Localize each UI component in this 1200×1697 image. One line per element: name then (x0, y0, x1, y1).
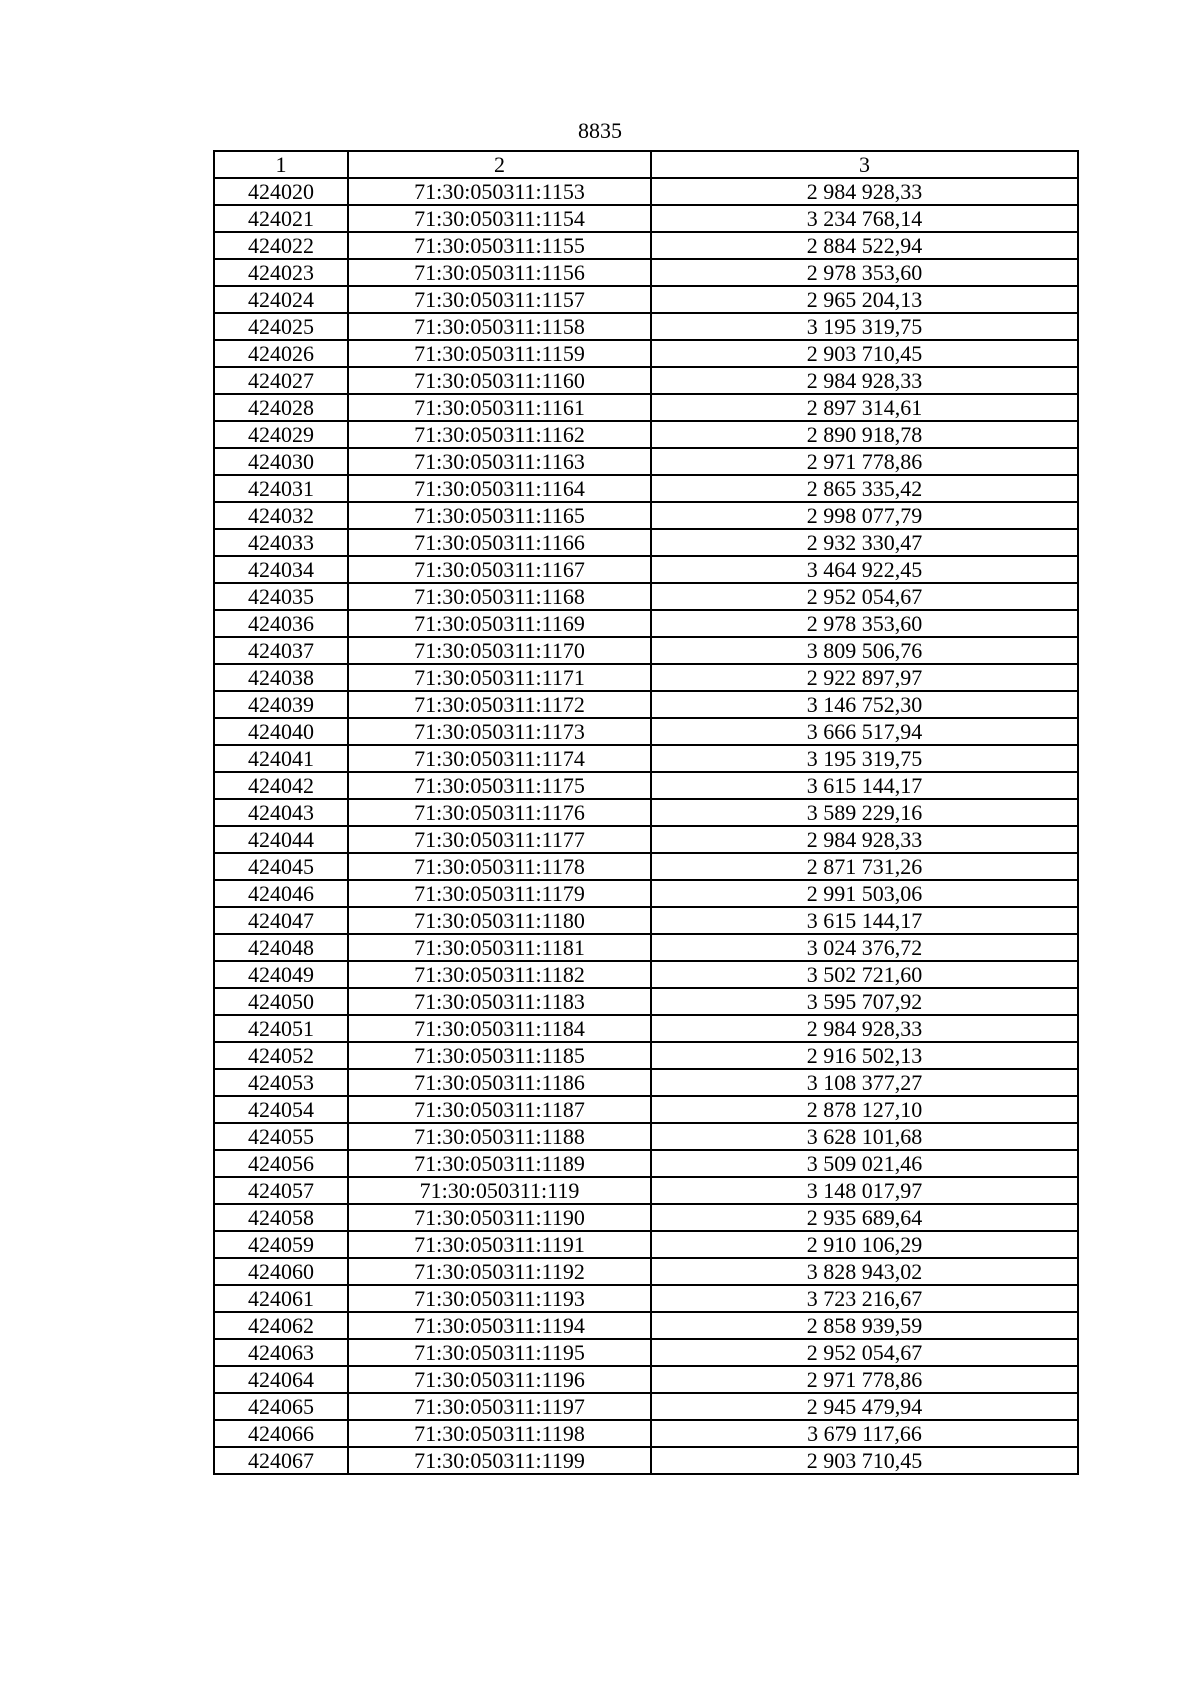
row-number-cell: 424025 (214, 313, 348, 340)
value-cell: 2 984 928,33 (651, 178, 1078, 205)
row-number-cell: 424051 (214, 1015, 348, 1042)
cadastral-number-cell: 71:30:050311:1182 (348, 961, 651, 988)
cadastral-number-cell: 71:30:050311:1164 (348, 475, 651, 502)
table-row (214, 1015, 1078, 1042)
row-number-cell: 424050 (214, 988, 348, 1015)
row-number-cell: 424028 (214, 394, 348, 421)
value-cell: 3 146 752,30 (651, 691, 1078, 718)
row-number-cell: 424031 (214, 475, 348, 502)
row-number-cell: 424053 (214, 1069, 348, 1096)
cadastral-number-cell: 71:30:050311:1153 (348, 178, 651, 205)
value-cell: 2 865 335,42 (651, 475, 1078, 502)
table-row (214, 637, 1078, 664)
row-number-cell: 424038 (214, 664, 348, 691)
value-cell: 3 828 943,02 (651, 1258, 1078, 1285)
cadastral-number-cell: 71:30:050311:1193 (348, 1285, 651, 1312)
table-row (214, 1204, 1078, 1231)
cadastral-number-cell: 71:30:050311:1198 (348, 1420, 651, 1447)
column-header-1: 1 (214, 151, 348, 178)
page-number: 8835 (578, 118, 622, 143)
cadastral-number-cell: 71:30:050311:1170 (348, 637, 651, 664)
cadastral-number-cell: 71:30:050311:1166 (348, 529, 651, 556)
table-row (214, 691, 1078, 718)
cadastral-number-cell: 71:30:050311:1163 (348, 448, 651, 475)
value-cell: 2 897 314,61 (651, 394, 1078, 421)
table-row (214, 1123, 1078, 1150)
cadastral-number-cell: 71:30:050311:1180 (348, 907, 651, 934)
value-cell: 2 971 778,86 (651, 1366, 1078, 1393)
row-number-cell: 424033 (214, 529, 348, 556)
table-header (214, 151, 1078, 178)
cadastral-number-cell: 71:30:050311:1157 (348, 286, 651, 313)
value-cell: 2 984 928,33 (651, 1015, 1078, 1042)
cadastral-number-cell: 71:30:050311:1161 (348, 394, 651, 421)
value-cell: 2 991 503,06 (651, 880, 1078, 907)
cadastral-number-cell: 71:30:050311:1190 (348, 1204, 651, 1231)
cadastral-number-cell: 71:30:050311:1179 (348, 880, 651, 907)
cadastral-number-cell: 71:30:050311:1162 (348, 421, 651, 448)
value-cell: 2 871 731,26 (651, 853, 1078, 880)
cadastral-number-cell: 71:30:050311:1181 (348, 934, 651, 961)
value-cell: 3 615 144,17 (651, 772, 1078, 799)
cadastral-number-cell: 71:30:050311:1158 (348, 313, 651, 340)
table-row (214, 745, 1078, 772)
table-row (214, 1177, 1078, 1204)
table-row (214, 718, 1078, 745)
table-row (214, 1096, 1078, 1123)
row-number-cell: 424027 (214, 367, 348, 394)
value-cell: 2 884 522,94 (651, 232, 1078, 259)
cadastral-number-cell: 71:30:050311:1165 (348, 502, 651, 529)
table-row (214, 1447, 1078, 1474)
table-row (214, 1420, 1078, 1447)
cadastral-number-cell: 71:30:050311:1197 (348, 1393, 651, 1420)
data-table (213, 150, 1079, 1475)
table-row (214, 1231, 1078, 1258)
cadastral-number-cell: 71:30:050311:1196 (348, 1366, 651, 1393)
row-number-cell: 424064 (214, 1366, 348, 1393)
table-row (214, 610, 1078, 637)
row-number-cell: 424066 (214, 1420, 348, 1447)
row-number-cell: 424063 (214, 1339, 348, 1366)
value-cell: 3 148 017,97 (651, 1177, 1078, 1204)
row-number-cell: 424061 (214, 1285, 348, 1312)
table-row (214, 178, 1078, 205)
value-cell: 2 978 353,60 (651, 610, 1078, 637)
cadastral-number-cell: 71:30:050311:1155 (348, 232, 651, 259)
row-number-cell: 424057 (214, 1177, 348, 1204)
cadastral-number-cell: 71:30:050311:1192 (348, 1258, 651, 1285)
value-cell: 3 502 721,60 (651, 961, 1078, 988)
table-row (214, 799, 1078, 826)
cadastral-number-cell: 71:30:050311:1177 (348, 826, 651, 853)
value-cell: 2 952 054,67 (651, 1339, 1078, 1366)
row-number-cell: 424041 (214, 745, 348, 772)
table-row (214, 880, 1078, 907)
row-number-cell: 424032 (214, 502, 348, 529)
cadastral-number-cell: 71:30:050311:1183 (348, 988, 651, 1015)
value-cell: 3 234 768,14 (651, 205, 1078, 232)
row-number-cell: 424030 (214, 448, 348, 475)
row-number-cell: 424026 (214, 340, 348, 367)
table-row (214, 853, 1078, 880)
table-row (214, 1339, 1078, 1366)
row-number-cell: 424049 (214, 961, 348, 988)
row-number-cell: 424037 (214, 637, 348, 664)
table-row (214, 421, 1078, 448)
row-number-cell: 424029 (214, 421, 348, 448)
row-number-cell: 424024 (214, 286, 348, 313)
cadastral-number-cell: 71:30:050311:1171 (348, 664, 651, 691)
value-cell: 2 903 710,45 (651, 340, 1078, 367)
table-row (214, 1312, 1078, 1339)
value-cell: 2 932 330,47 (651, 529, 1078, 556)
cadastral-number-cell: 71:30:050311:1174 (348, 745, 651, 772)
cadastral-number-cell: 71:30:050311:1168 (348, 583, 651, 610)
value-cell: 3 615 144,17 (651, 907, 1078, 934)
cadastral-number-cell: 71:30:050311:1156 (348, 259, 651, 286)
cadastral-number-cell: 71:30:050311:1175 (348, 772, 651, 799)
cadastral-number-cell: 71:30:050311:1188 (348, 1123, 651, 1150)
table-body (214, 178, 1078, 1474)
value-cell: 2 890 918,78 (651, 421, 1078, 448)
table-row (214, 826, 1078, 853)
value-cell: 3 595 707,92 (651, 988, 1078, 1015)
row-number-cell: 424055 (214, 1123, 348, 1150)
cadastral-number-cell: 71:30:050311:1176 (348, 799, 651, 826)
row-number-cell: 424046 (214, 880, 348, 907)
row-number-cell: 424045 (214, 853, 348, 880)
table-row (214, 988, 1078, 1015)
table-row (214, 1042, 1078, 1069)
column-header-2: 2 (348, 151, 651, 178)
cadastral-number-cell: 71:30:050311:1169 (348, 610, 651, 637)
table-row (214, 394, 1078, 421)
value-cell: 3 024 376,72 (651, 934, 1078, 961)
row-number-cell: 424021 (214, 205, 348, 232)
table-row (214, 1366, 1078, 1393)
table-row (214, 529, 1078, 556)
table-row (214, 205, 1078, 232)
row-number-cell: 424022 (214, 232, 348, 259)
table-row (214, 772, 1078, 799)
table-row (214, 961, 1078, 988)
table-row (214, 583, 1078, 610)
row-number-cell: 424059 (214, 1231, 348, 1258)
row-number-cell: 424040 (214, 718, 348, 745)
table-row (214, 1393, 1078, 1420)
value-cell: 3 108 377,27 (651, 1069, 1078, 1096)
table-row (214, 448, 1078, 475)
table-row (214, 907, 1078, 934)
cadastral-number-cell: 71:30:050311:1154 (348, 205, 651, 232)
row-number-cell: 424048 (214, 934, 348, 961)
row-number-cell: 424035 (214, 583, 348, 610)
header-row (214, 151, 1078, 178)
table-row (214, 1285, 1078, 1312)
table-row (214, 1069, 1078, 1096)
row-number-cell: 424062 (214, 1312, 348, 1339)
row-number-cell: 424044 (214, 826, 348, 853)
row-number-cell: 424043 (214, 799, 348, 826)
cadastral-number-cell: 71:30:050311:119 (348, 1177, 651, 1204)
value-cell: 2 922 897,97 (651, 664, 1078, 691)
value-cell: 2 984 928,33 (651, 826, 1078, 853)
value-cell: 3 666 517,94 (651, 718, 1078, 745)
row-number-cell: 424067 (214, 1447, 348, 1474)
table-row (214, 475, 1078, 502)
table-row (214, 340, 1078, 367)
value-cell: 2 916 502,13 (651, 1042, 1078, 1069)
value-cell: 3 509 021,46 (651, 1150, 1078, 1177)
value-cell: 2 965 204,13 (651, 286, 1078, 313)
cadastral-number-cell: 71:30:050311:1191 (348, 1231, 651, 1258)
cadastral-number-cell: 71:30:050311:1167 (348, 556, 651, 583)
table-row (214, 286, 1078, 313)
value-cell: 3 195 319,75 (651, 745, 1078, 772)
table-row (214, 259, 1078, 286)
cadastral-number-cell: 71:30:050311:1159 (348, 340, 651, 367)
value-cell: 2 903 710,45 (651, 1447, 1078, 1474)
row-number-cell: 424058 (214, 1204, 348, 1231)
column-header-3: 3 (651, 151, 1078, 178)
row-number-cell: 424034 (214, 556, 348, 583)
value-cell: 3 589 229,16 (651, 799, 1078, 826)
value-cell: 2 998 077,79 (651, 502, 1078, 529)
cadastral-number-cell: 71:30:050311:1189 (348, 1150, 651, 1177)
cadastral-number-cell: 71:30:050311:1172 (348, 691, 651, 718)
value-cell: 3 679 117,66 (651, 1420, 1078, 1447)
cadastral-number-cell: 71:30:050311:1178 (348, 853, 651, 880)
cadastral-number-cell: 71:30:050311:1187 (348, 1096, 651, 1123)
table-row (214, 313, 1078, 340)
value-cell: 2 971 778,86 (651, 448, 1078, 475)
table-row (214, 367, 1078, 394)
row-number-cell: 424039 (214, 691, 348, 718)
value-cell: 2 858 939,59 (651, 1312, 1078, 1339)
cadastral-number-cell: 71:30:050311:1173 (348, 718, 651, 745)
row-number-cell: 424060 (214, 1258, 348, 1285)
cadastral-number-cell: 71:30:050311:1199 (348, 1447, 651, 1474)
row-number-cell: 424023 (214, 259, 348, 286)
table-row (214, 934, 1078, 961)
value-cell: 2 935 689,64 (651, 1204, 1078, 1231)
table-row (214, 1258, 1078, 1285)
value-cell: 2 952 054,67 (651, 583, 1078, 610)
cadastral-number-cell: 71:30:050311:1195 (348, 1339, 651, 1366)
value-cell: 2 910 106,29 (651, 1231, 1078, 1258)
cadastral-number-cell: 71:30:050311:1160 (348, 367, 651, 394)
row-number-cell: 424054 (214, 1096, 348, 1123)
value-cell: 3 628 101,68 (651, 1123, 1078, 1150)
row-number-cell: 424052 (214, 1042, 348, 1069)
value-cell: 2 984 928,33 (651, 367, 1078, 394)
row-number-cell: 424056 (214, 1150, 348, 1177)
cadastral-number-cell: 71:30:050311:1184 (348, 1015, 651, 1042)
value-cell: 2 978 353,60 (651, 259, 1078, 286)
value-cell: 3 723 216,67 (651, 1285, 1078, 1312)
value-cell: 3 195 319,75 (651, 313, 1078, 340)
cadastral-number-cell: 71:30:050311:1186 (348, 1069, 651, 1096)
table-row (214, 664, 1078, 691)
cadastral-number-cell: 71:30:050311:1185 (348, 1042, 651, 1069)
row-number-cell: 424065 (214, 1393, 348, 1420)
row-number-cell: 424042 (214, 772, 348, 799)
row-number-cell: 424047 (214, 907, 348, 934)
cadastral-number-cell: 71:30:050311:1194 (348, 1312, 651, 1339)
value-cell: 2 945 479,94 (651, 1393, 1078, 1420)
table-row (214, 232, 1078, 259)
value-cell: 3 809 506,76 (651, 637, 1078, 664)
row-number-cell: 424036 (214, 610, 348, 637)
table-row (214, 556, 1078, 583)
table-row (214, 502, 1078, 529)
value-cell: 3 464 922,45 (651, 556, 1078, 583)
table-row (214, 1150, 1078, 1177)
row-number-cell: 424020 (214, 178, 348, 205)
value-cell: 2 878 127,10 (651, 1096, 1078, 1123)
